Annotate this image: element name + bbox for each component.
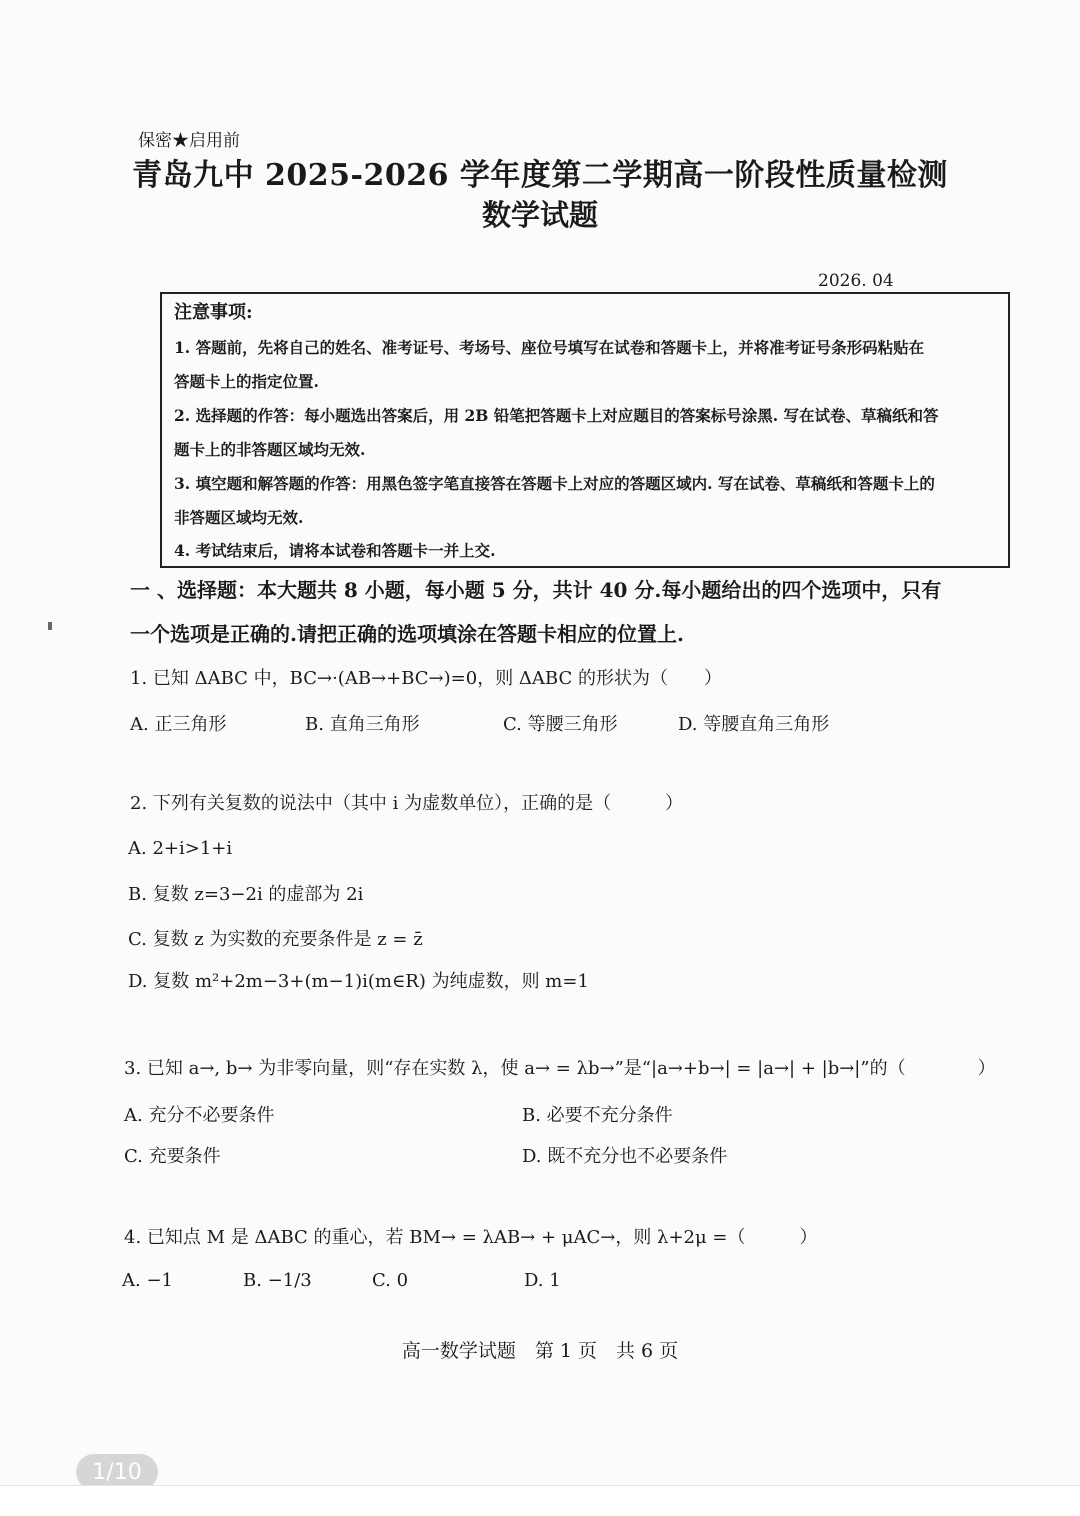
question-4-option-b: B. −1/3 <box>243 1270 312 1291</box>
page-indicator[interactable]: 1/10 <box>76 1454 158 1490</box>
notice-line: 3. 填空题和解答题的作答：用黑色签字笔直接答在答题卡上对应的答题区域内. 写在试卷、草稿纸和答题卡上的 <box>174 474 935 493</box>
question-2-option-a: A. 2+i>1+i <box>128 838 233 859</box>
notice-line: 1. 答题前，先将自己的姓名、准考证号、考场号、座位号填写在试卷和答题卡上，并将准考证号条形码粘贴在 <box>174 338 925 357</box>
section-heading-line1: 一 、选择题：本大题共 8 小题，每小题 5 分，共计 40 分.每小题给出的四个选项中，只有 <box>130 578 942 602</box>
exam-title: 青岛九中 2025-2026 学年度第二学期高一阶段性质量检测 <box>132 158 948 193</box>
section-heading-line2: 一个选项是正确的.请把正确的选项填涂在答题卡相应的位置上. <box>130 622 684 646</box>
question-1-option-b: B. 直角三角形 <box>305 714 420 735</box>
question-4-option-d: D. 1 <box>524 1270 561 1291</box>
exam-date: 2026. 04 <box>818 271 894 291</box>
question-2-option-b: B. 复数 z=3−2i 的虚部为 2i <box>128 884 364 905</box>
question-2-stem: 2. 下列有关复数的说法中（其中 i 为虚数单位），正确的是（ ） <box>130 793 684 814</box>
question-1-option-d: D. 等腰直角三角形 <box>678 714 830 735</box>
question-1-option-a: A. 正三角形 <box>130 714 227 735</box>
question-4-stem: 4. 已知点 M 是 ΔABC 的重心，若 BM→ = λAB→ + μAC→，则 λ+2μ =（ ） <box>124 1227 818 1248</box>
notice-line: 题卡上的非答题区域均无效. <box>174 440 366 459</box>
exam-subtitle: 数学试题 <box>481 198 598 232</box>
question-4-option-a: A. −1 <box>122 1270 173 1291</box>
scan-speck <box>48 622 52 630</box>
secret-label: 保密★启用前 <box>138 131 240 151</box>
question-3-option-c: C. 充要条件 <box>124 1146 221 1167</box>
question-3-option-d: D. 既不充分也不必要条件 <box>522 1146 728 1167</box>
notice-heading: 注意事项: <box>174 302 253 323</box>
question-1-stem: 1. 已知 ΔABC 中，BC→·(AB→+BC→)=0，则 ΔABC 的形状为（ ） <box>130 668 722 689</box>
notice-box <box>160 292 1010 568</box>
viewer-bottom-bar <box>0 1485 1080 1516</box>
question-4-option-c: C. 0 <box>372 1270 409 1291</box>
notice-line: 4. 考试结束后，请将本试卷和答题卡一并上交. <box>174 541 496 560</box>
question-1-option-c: C. 等腰三角形 <box>503 714 618 735</box>
question-3-option-b: B. 必要不充分条件 <box>522 1105 673 1126</box>
question-3-option-a: A. 充分不必要条件 <box>124 1105 275 1126</box>
notice-line: 答题卡上的指定位置. <box>174 372 319 391</box>
page-footer: 高一数学试题 第 1 页 共 6 页 <box>401 1340 679 1362</box>
question-2-option-c: C. 复数 z 为实数的充要条件是 z = z̄ <box>128 929 423 950</box>
question-2-option-d: D. 复数 m²+2m−3+(m−1)i(m∈R) 为纯虚数，则 m=1 <box>128 971 589 992</box>
question-3-stem: 3. 已知 a→, b→ 为非零向量，则“存在实数 λ，使 a→ = λb→”是“|a→+b→| = |a→| + |b→|”的（ ） <box>124 1058 996 1079</box>
notice-line: 非答题区域均无效. <box>174 508 304 527</box>
notice-line: 2. 选择题的作答：每小题选出答案后，用 2B 铅笔把答题卡上对应题目的答案标号涂黑. 写在试卷、草稿纸和答 <box>174 406 939 425</box>
